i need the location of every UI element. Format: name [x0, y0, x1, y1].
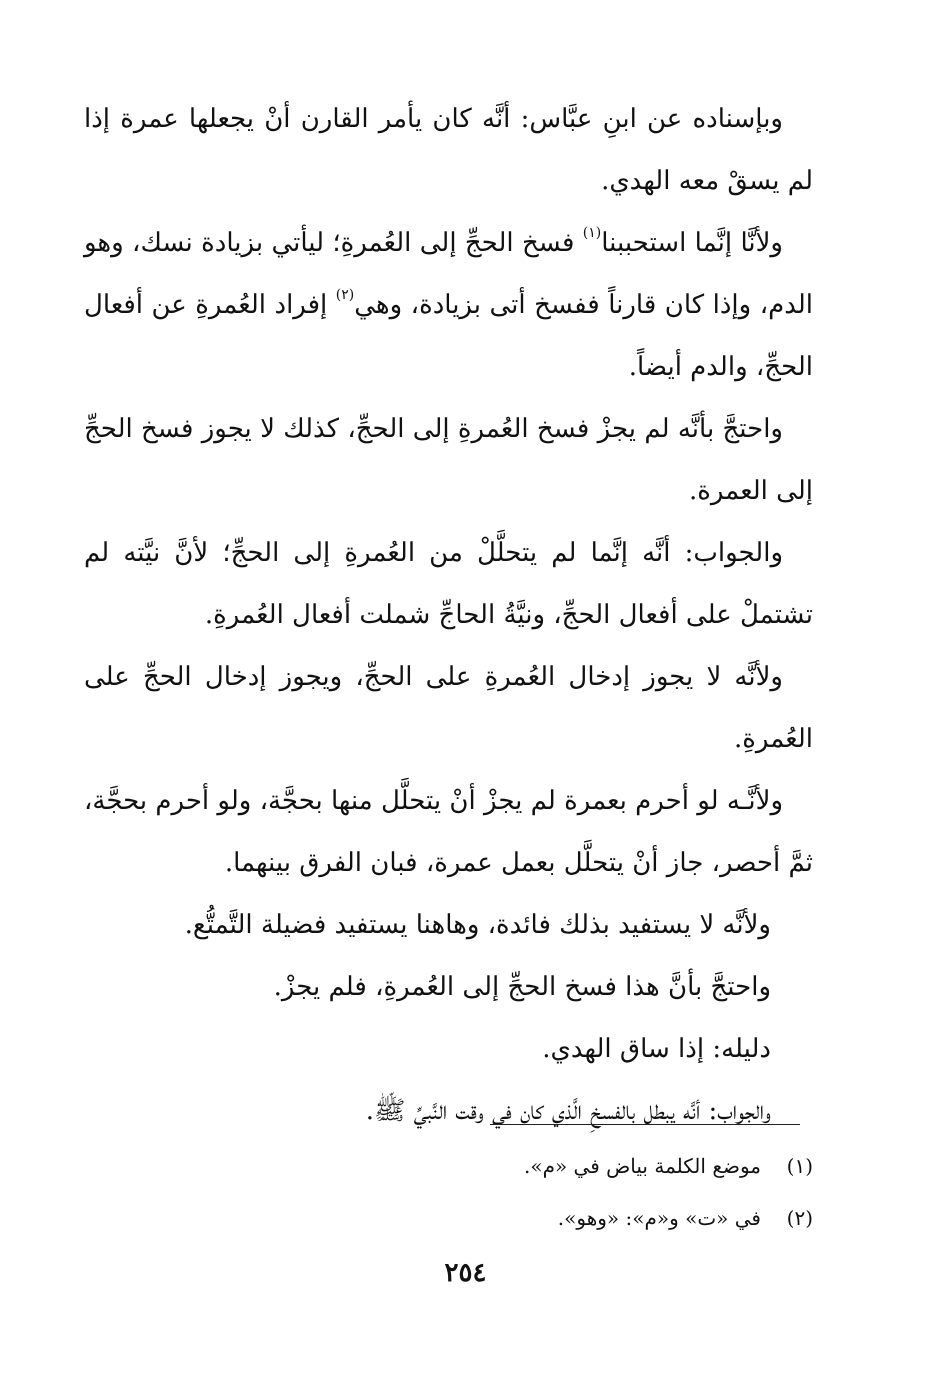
footnote-number: (٢) — [786, 1206, 813, 1230]
footnote-ref[interactable]: (١) — [582, 225, 602, 241]
footnote — [84, 1140, 813, 1192]
footnotes — [84, 1140, 813, 1244]
paragraph: ولأنَّه لا يستفيد بذلك فائدة، وهاهنا يستفيد فضيلة التَّمتُّع. — [184, 910, 771, 940]
footnote-divider — [490, 1124, 800, 1125]
page-number: ٢٥٤ — [444, 1258, 487, 1288]
footnote — [84, 1192, 813, 1244]
paragraph-text: إفراد العُمرةِ عن أفعال الحجِّ، والدم أيضاً. — [84, 290, 813, 382]
paragraph: دليله: إذا ساق الهدي. — [542, 1034, 771, 1064]
paragraph: ولأنَّه لا يجوز إدخال العُمرةِ على الحجِّ، ويجوز إدخال الحجِّ على العُمرةِ. — [84, 662, 813, 754]
footnote-text: في «ت» و«م»: «وهو». — [557, 1206, 761, 1230]
footnote-ref[interactable]: (٢) — [335, 287, 355, 303]
paragraph-text: ولأنَّا إنَّما استحببنا — [601, 228, 783, 258]
paragraph: وبإسناده عن ابنِ عبَّاس: أنَّه كان يأمر القارن أنْ يجعلها عمرة إذا لم يسقْ معه الهدي. — [84, 104, 813, 196]
footnote-text: موضع الكلمة بياض في «م». — [523, 1154, 761, 1178]
footnote-number: (١) — [786, 1154, 813, 1178]
body-text — [84, 88, 813, 1142]
paragraph: ولأنَّـه لو أحرم بعمرة لم يجزْ أنْ يتحلَّل منها بحجَّة، ولو أحرم بحجَّة، ثمَّ أحصر، جاز أنْ يتحلَّل بعمل عمرة، فبان الفرق بينهما. — [84, 786, 813, 878]
paragraph: واحتجَّ بأنَّه لم يجزْ فسخ العُمرةِ إلى الحجِّ، كذلك لا يجوز فسخ الحجِّ إلى العمرة. — [84, 414, 813, 506]
paragraph: والجواب: أنَّه إنَّما لم يتحلَّلْ من العُمرةِ إلى الحجِّ؛ لأنَّ نيَّته لم تشتملْ على أفعال الحجِّ، ونيَّةُ الحاجِّ شملت أفعال العُمرةِ. — [84, 538, 813, 630]
paragraph: والجواب: أنَّه يبطل بالفسخِ الَّذي كان في وقت النَّبيِّ ﷺ. — [365, 1096, 771, 1126]
paragraph — [84, 212, 813, 398]
paragraph-text: فسخ الحجِّ إلى العُمرةِ؛ ليأتي بزيادة نسك، وهو الدم، وإذا كان قارناً ففسخ أتى بزيادة، وهي — [84, 228, 813, 320]
paragraph: واحتجَّ بأنَّ هذا فسخ الحجِّ إلى العُمرةِ، فلم يجزْ. — [273, 972, 771, 1002]
